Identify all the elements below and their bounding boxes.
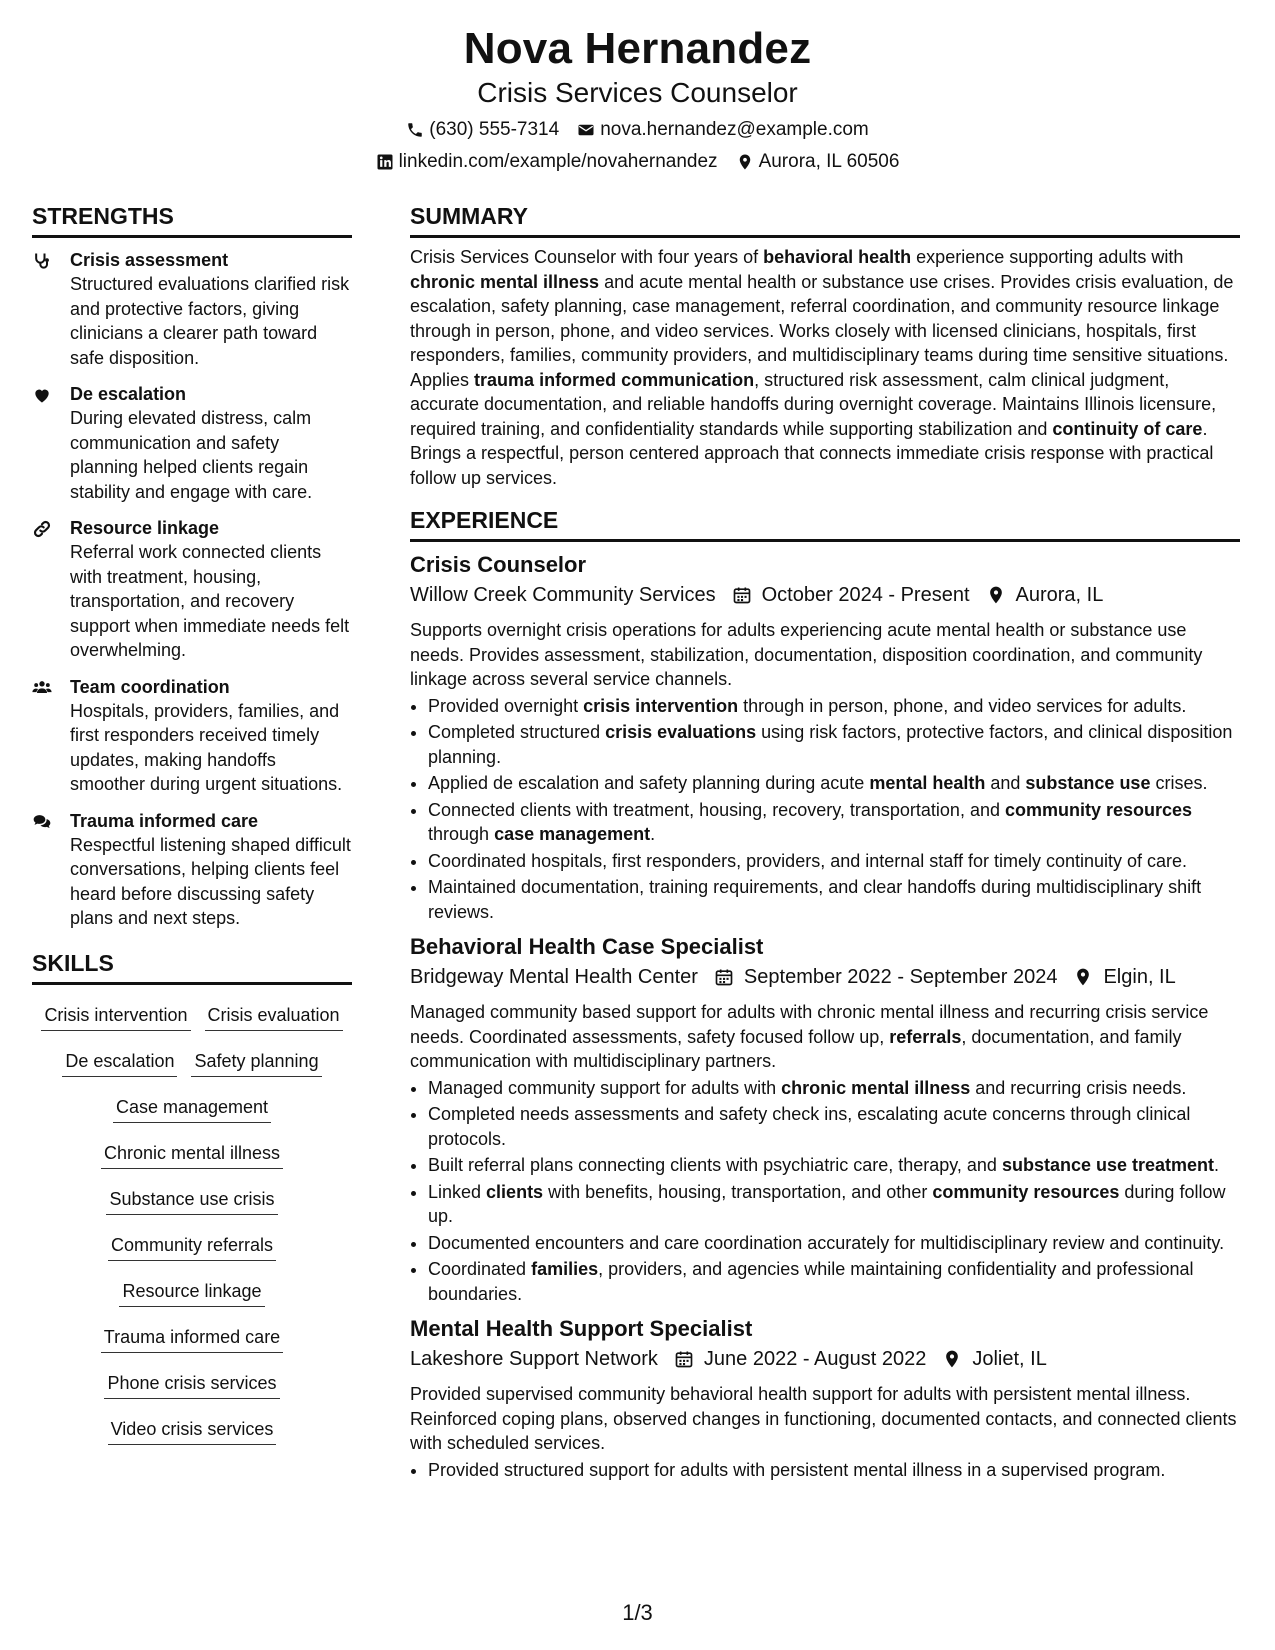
strength-name: Team coordination <box>70 676 230 697</box>
map-pin-icon <box>986 585 1006 605</box>
job-title: Behavioral Health Case Specialist <box>410 934 764 959</box>
skill-tag: Case management <box>113 1093 271 1123</box>
strength-item <box>32 675 352 797</box>
job-dates: September 2022 - September 2024 <box>743 966 1058 988</box>
strength-item <box>32 382 352 504</box>
bold-phrase: clients <box>486 1181 544 1202</box>
phone-contact[interactable] <box>406 118 559 142</box>
job-location: Joliet, IL <box>972 1348 1047 1370</box>
job-location: Elgin, IL <box>1103 966 1176 988</box>
job-bullet: • Documented encounters and care coordination accurately for multidisciplinary review and continuity. <box>428 1231 1240 1256</box>
job-bullets <box>410 694 1240 925</box>
summary-heading: SUMMARY <box>410 200 1240 238</box>
strength-item <box>32 809 352 931</box>
link-icon <box>32 516 70 663</box>
linkedin-text: linkedin.com/example/novahernandez <box>398 151 718 172</box>
page-number: 1/3 <box>622 1600 653 1625</box>
job-bullets <box>410 1076 1240 1307</box>
skill-tag: Video crisis services <box>108 1415 277 1445</box>
job-bullet: • Coordinated families, providers, and agencies while maintaining confidentiality and professional boundaries. <box>428 1257 1240 1306</box>
location-contact <box>736 150 900 174</box>
job-description: Managed community based support for adults with chronic mental illness and recurring crisis service needs. Coordinated assessments, safety focused follow up, referrals, documentation, and family communication with multidisciplinary partners. <box>410 1002 1209 1071</box>
job-dates: June 2022 - August 2022 <box>703 1348 927 1370</box>
job-bullet: • Managed community support for adults with chronic mental illness and recurring crisis needs. <box>428 1076 1240 1101</box>
candidate-title: Crisis Services Counselor <box>477 77 798 108</box>
bold-phrase: chronic mental illness <box>781 1077 971 1098</box>
bold-phrase: families <box>531 1259 599 1279</box>
resume-header <box>0 22 1275 174</box>
skill-tag: Crisis intervention <box>41 1001 190 1031</box>
job-company: Bridgeway Mental Health Center <box>410 966 698 988</box>
candidate-name: Nova Hernandez <box>463 24 812 73</box>
job-location: Aurora, IL <box>1015 584 1104 606</box>
strength-item <box>32 516 352 663</box>
bold-phrase: crisis evaluations <box>605 722 757 742</box>
email-contact[interactable] <box>577 118 869 142</box>
job-bullet: • Provided structured support for adults with persistent mental illness in a supervised program. <box>428 1458 1240 1483</box>
bold-phrase: substance use treatment <box>1001 1155 1215 1175</box>
strength-name: Resource linkage <box>70 518 220 538</box>
job-bullet: • Applied de escalation and safety planning during acute mental health and substance use crises. <box>428 771 1240 796</box>
map-pin-icon <box>736 153 754 171</box>
location-text: Aurora, IL 60506 <box>758 151 900 172</box>
bold-phrase: referrals <box>889 1026 962 1047</box>
strengths-list <box>32 248 352 931</box>
job-meta <box>410 580 1240 610</box>
skill-tag: De escalation <box>62 1047 177 1077</box>
skill-tag: Substance use crisis <box>106 1185 277 1215</box>
strength-desc: During elevated distress, calm communication and safety planning helped clients regain stability and engage with care. <box>70 408 313 502</box>
summary-text: Crisis Services Counselor with four years of behavioral health experience supporting adults with chronic mental illness and acute mental health or substance use crises. Provides crisis evaluation, de escalation, safety planning, case management, referral coordination, and community resource linkage through in person, phone, and video services. Works closely with licensed clinicians, hospitals, first responders, families, community providers, and multidisciplinary teams during time sensitive situations. Applies trauma informed communication, structured risk assessment, calm clinical judgment, accurate documentation, and reliable handoffs during overnight coverage. Maintains Illinois licensure, required training, and confidentiality standards while supporting stabilization and continuity of care. Brings a respectful, person centered approach that connects immediate crisis response with practical follow up services. <box>410 247 1234 488</box>
skill-tag: Crisis evaluation <box>205 1001 343 1031</box>
job-bullet: • Completed structured crisis evaluations using risk factors, protective factors, and clinical disposition planning. <box>428 720 1240 769</box>
map-pin-icon <box>1073 967 1093 987</box>
bold-phrase: continuity of care <box>1052 418 1203 439</box>
skill-tag: Trauma informed care <box>101 1323 283 1353</box>
job-bullet: • Provided overnight crisis intervention through in person, phone, and video services for adults. <box>428 694 1240 719</box>
job-entry <box>410 550 1240 924</box>
bold-phrase: case management <box>494 824 651 844</box>
contact-row-2 <box>0 150 1275 174</box>
strength-desc: Structured evaluations clarified risk and protective factors, giving clinicians a clearer path toward safe disposition. <box>70 274 350 368</box>
stethoscope-icon <box>32 248 70 370</box>
calendar-icon <box>714 967 734 987</box>
skill-tag: Chronic mental illness <box>101 1139 283 1169</box>
right-column <box>410 200 1240 1484</box>
map-pin-icon <box>942 1349 962 1369</box>
strength-name: De escalation <box>70 384 187 404</box>
strength-name: Crisis assessment <box>70 250 229 270</box>
job-title: Mental Health Support Specialist <box>410 1316 753 1341</box>
job-bullet: • Linked clients with benefits, housing, transportation, and other community resources during follow up. <box>428 1180 1240 1229</box>
job-meta <box>410 962 1240 992</box>
calendar-icon <box>674 1349 694 1369</box>
email-text: nova.hernandez@example.com <box>600 119 869 140</box>
job-entry <box>410 932 1240 1306</box>
job-description: Provided supervised community behavioral health support for adults with persistent mental illness. Reinforced coping plans, observed changes in functioning, documented contacts, and connected clients with scheduled services. <box>410 1384 1237 1453</box>
job-bullet: • Completed needs assessments and safety check ins, escalating acute concerns through clinical protocols. <box>428 1102 1240 1151</box>
bold-phrase: behavioral health <box>763 247 912 267</box>
job-bullet: • Built referral plans connecting clients with psychiatric care, therapy, and substance use treatment. <box>428 1153 1240 1178</box>
job-bullet: • Maintained documentation, training requirements, and clear handoffs during multidisciplinary shift reviews. <box>428 875 1240 924</box>
skill-tag: Safety planning <box>191 1047 321 1077</box>
strength-desc: Referral work connected clients with treatment, housing, transportation, and recovery support when immediate needs felt overwhelming. <box>70 542 350 660</box>
job-dates: October 2024 - Present <box>761 584 970 606</box>
phone-text: (630) 555-7314 <box>429 119 560 140</box>
strength-desc: Respectful listening shaped difficult conversations, helping clients feel heard before discussing safety plans and next steps. <box>70 834 351 928</box>
heart-icon <box>32 382 70 504</box>
calendar-icon <box>732 585 752 605</box>
bold-phrase: mental health <box>869 773 986 793</box>
skills-list <box>32 995 352 1455</box>
skill-tag: Phone crisis services <box>104 1369 279 1399</box>
skills-heading: SKILLS <box>32 947 352 985</box>
skill-tag: Community referrals <box>108 1231 276 1261</box>
strengths-heading: STRENGTHS <box>32 200 352 238</box>
strength-name: Trauma informed care <box>70 810 259 831</box>
strength-item <box>32 248 352 370</box>
job-company: Willow Creek Community Services <box>410 584 716 606</box>
comments-icon <box>32 809 70 931</box>
bold-phrase: chronic mental illness <box>410 271 600 292</box>
job-bullets <box>410 1458 1240 1483</box>
job-bullet: • Coordinated hospitals, first responders, providers, and internal staff for timely continuity of care. <box>428 849 1240 874</box>
bold-phrase: crisis intervention <box>583 695 739 716</box>
linkedin-icon <box>376 153 394 171</box>
left-column <box>32 200 352 1455</box>
job-company: Lakeshore Support Network <box>410 1348 658 1370</box>
experience-heading: EXPERIENCE <box>410 504 1240 542</box>
phone-icon <box>406 121 424 139</box>
strength-desc: Hospitals, providers, families, and first responders received timely updates, making handoffs smoother during urgent situations. <box>70 700 343 794</box>
job-bullet: • Connected clients with treatment, housing, recovery, transportation, and community resources through case management. <box>428 798 1240 847</box>
skill-tag: Resource linkage <box>119 1277 264 1307</box>
bold-phrase: community resources <box>1004 799 1193 820</box>
job-entry <box>410 1314 1240 1482</box>
bold-phrase: substance use <box>1025 773 1151 793</box>
contact-row-1 <box>0 118 1275 142</box>
bold-phrase: community resources <box>932 1181 1120 1202</box>
job-description: Supports overnight crisis operations for adults experiencing acute mental health or substance use needs. Provides assessment, stabilization, documentation, disposition coordination, and community linkage across several service channels. <box>410 620 1203 689</box>
envelope-icon <box>577 121 595 139</box>
bold-phrase: trauma informed communication <box>474 369 755 390</box>
users-icon <box>32 675 70 797</box>
job-title: Crisis Counselor <box>410 552 587 577</box>
linkedin-contact[interactable] <box>376 150 718 174</box>
job-meta <box>410 1344 1240 1374</box>
